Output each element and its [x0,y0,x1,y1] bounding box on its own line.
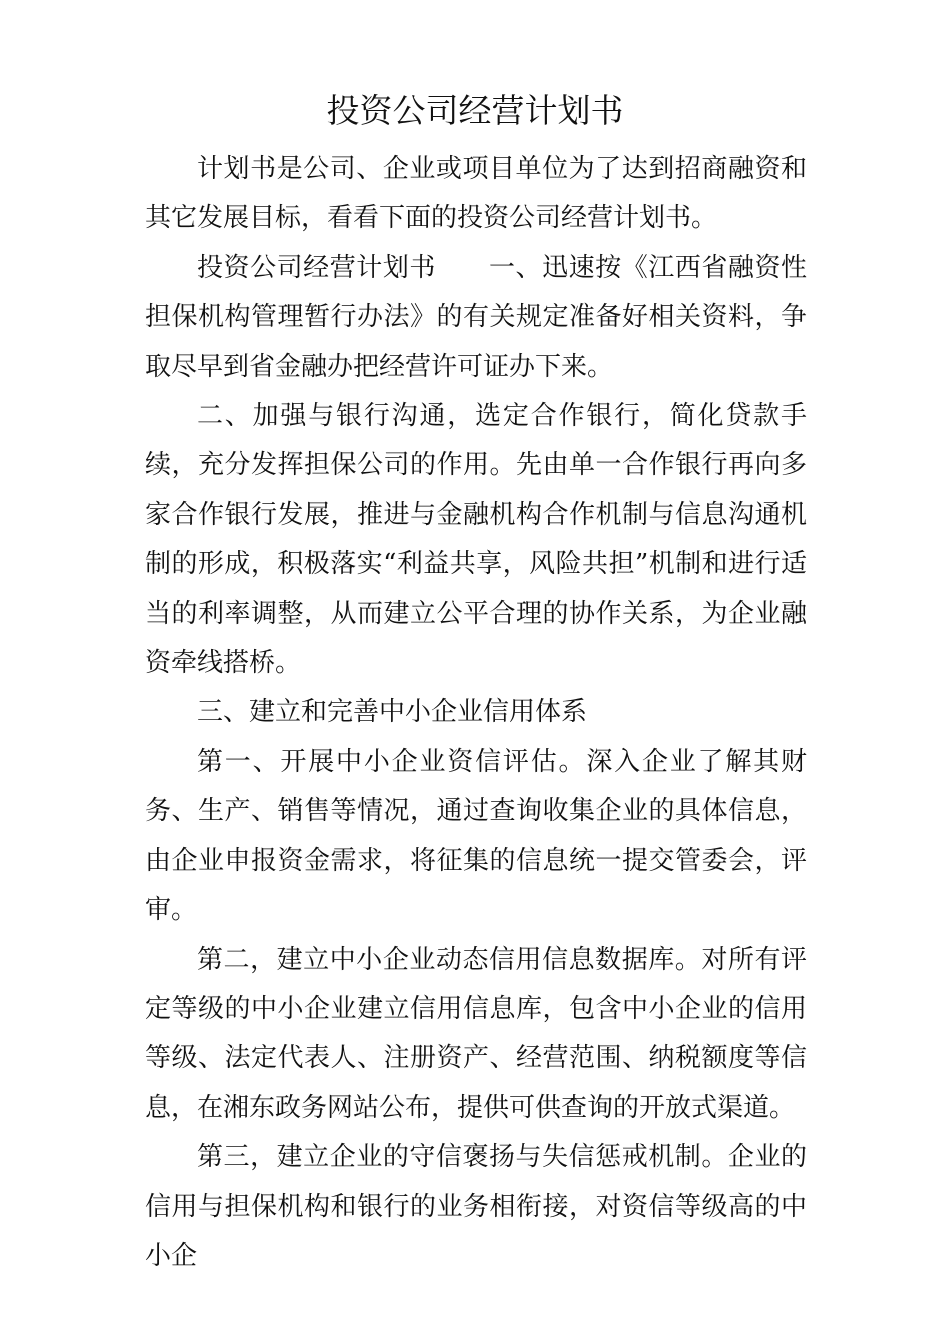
paragraph-item-2: 二、加强与银行沟通，选定合作银行，简化贷款手续，充分发挥担保公司的作用。先由单一合作银行再向多家合作银行发展，推进与金融机构合作机制与信息沟通机制的形成，积极落实“利益共享，风险共担”机制和进行适当的利率调整，从而建立公平合理的协作关系，为企业融资牵线搭桥。 [145,401,807,679]
document-body [145,145,807,1281]
paragraph-second: 第二，建立中小企业动态信用信息数据库。对所有评定等级的中小企业建立信用信息库，包含中小企业的信用等级、法定代表人、注册资产、经营范围、纳税额度等信息，在湘东政务网站公布，提供可供查询的开放式渠道。 [145,944,807,1123]
document-title: 投资公司经营计划书 [326,91,624,130]
paragraph-intro: 计划书是公司、企业或项目单位为了达到招商融资和其它发展目标，看看下面的投资公司经营计划书。 [145,154,807,234]
paragraph-first: 第一、开展中小企业资信评估。深入企业了解其财务、生产、销售等情况，通过查询收集企业的具体信息，由企业申报资金需求，将征集的信息统一提交管委会，评审。 [145,746,807,926]
paragraph-item-3-heading: 三、建立和完善中小企业信用体系 [197,697,588,728]
paragraph-third: 第三，建立企业的守信褒扬与失信惩戒机制。企业的信用与担保机构和银行的业务相衔接，对资信等级高的中小企 [145,1142,807,1271]
paragraph-item-1: 投资公司经营计划书 一、迅速按《江西省融资性担保机构管理暂行办法》的有关规定准备好相关资料，争取尽早到省金融办把经营许可证办下来。 [145,252,807,382]
